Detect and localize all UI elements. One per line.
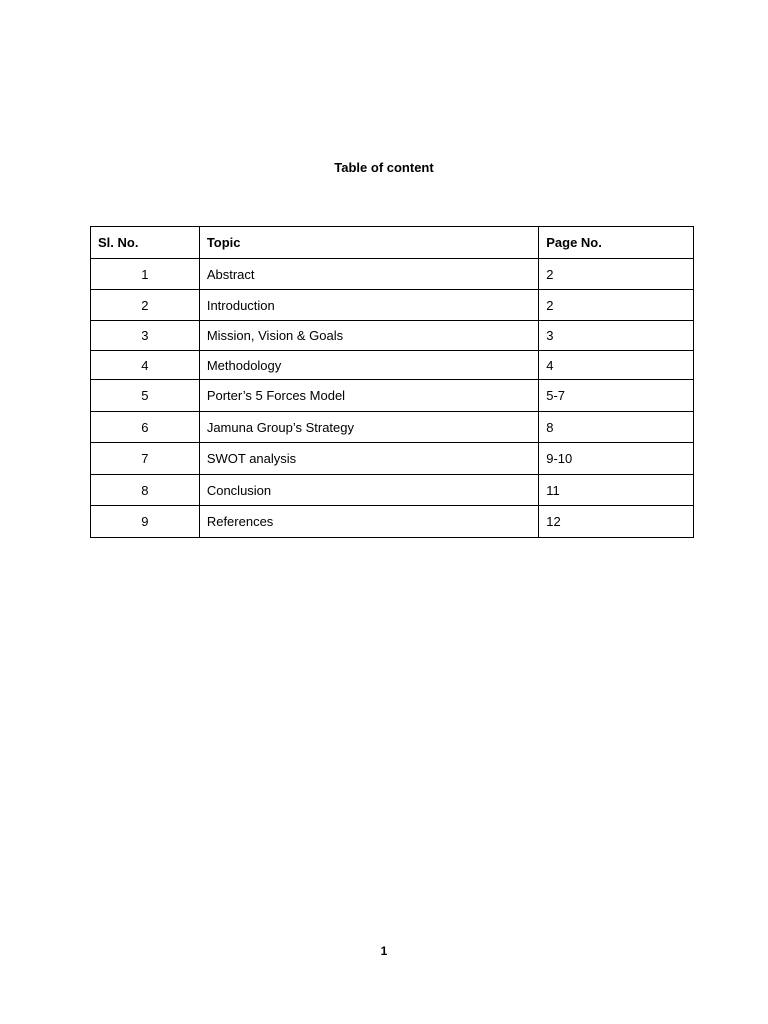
- cell-topic: Conclusion: [199, 475, 538, 506]
- page-title: Table of content: [334, 160, 434, 175]
- cell-topic: Jamuna Group’s Strategy: [199, 412, 538, 443]
- cell-page-no: 11: [539, 475, 694, 506]
- table-row: [91, 506, 694, 538]
- cell-topic: SWOT analysis: [199, 443, 538, 475]
- cell-sl-no: 3: [91, 321, 200, 351]
- cell-sl-no: 4: [91, 351, 200, 380]
- cell-sl-no: 5: [91, 380, 200, 412]
- cell-page-no: 2: [539, 290, 694, 321]
- table-row: [91, 351, 694, 380]
- cell-page-no: 12: [539, 506, 694, 538]
- table-row: [91, 290, 694, 321]
- cell-sl-no: 6: [91, 412, 200, 443]
- cell-page-no: 9-10: [539, 443, 694, 475]
- cell-topic: Porter’s 5 Forces Model: [199, 380, 538, 412]
- cell-topic: Abstract: [199, 259, 538, 290]
- table-row: [91, 475, 694, 506]
- table-body: [91, 259, 694, 538]
- cell-topic: Introduction: [199, 290, 538, 321]
- cell-topic: References: [199, 506, 538, 538]
- cell-page-no: 2: [539, 259, 694, 290]
- table-header-row: [91, 227, 694, 259]
- page-number: 1: [380, 944, 388, 958]
- cell-topic: Methodology: [199, 351, 538, 380]
- table-row: [91, 412, 694, 443]
- header-page-no: Page No.: [539, 227, 694, 259]
- header-sl-no: Sl. No.: [91, 227, 200, 259]
- table-row: [91, 321, 694, 351]
- table-row: [91, 443, 694, 475]
- table-row: [91, 259, 694, 290]
- cell-page-no: 3: [539, 321, 694, 351]
- table-of-contents: [90, 226, 694, 538]
- cell-sl-no: 1: [91, 259, 200, 290]
- cell-page-no: 8: [539, 412, 694, 443]
- cell-page-no: 4: [539, 351, 694, 380]
- cell-sl-no: 7: [91, 443, 200, 475]
- header-topic: Topic: [199, 227, 538, 259]
- cell-sl-no: 8: [91, 475, 200, 506]
- cell-sl-no: 9: [91, 506, 200, 538]
- cell-sl-no: 2: [91, 290, 200, 321]
- cell-topic: Mission, Vision & Goals: [199, 321, 538, 351]
- cell-page-no: 5-7: [539, 380, 694, 412]
- table-row: [91, 380, 694, 412]
